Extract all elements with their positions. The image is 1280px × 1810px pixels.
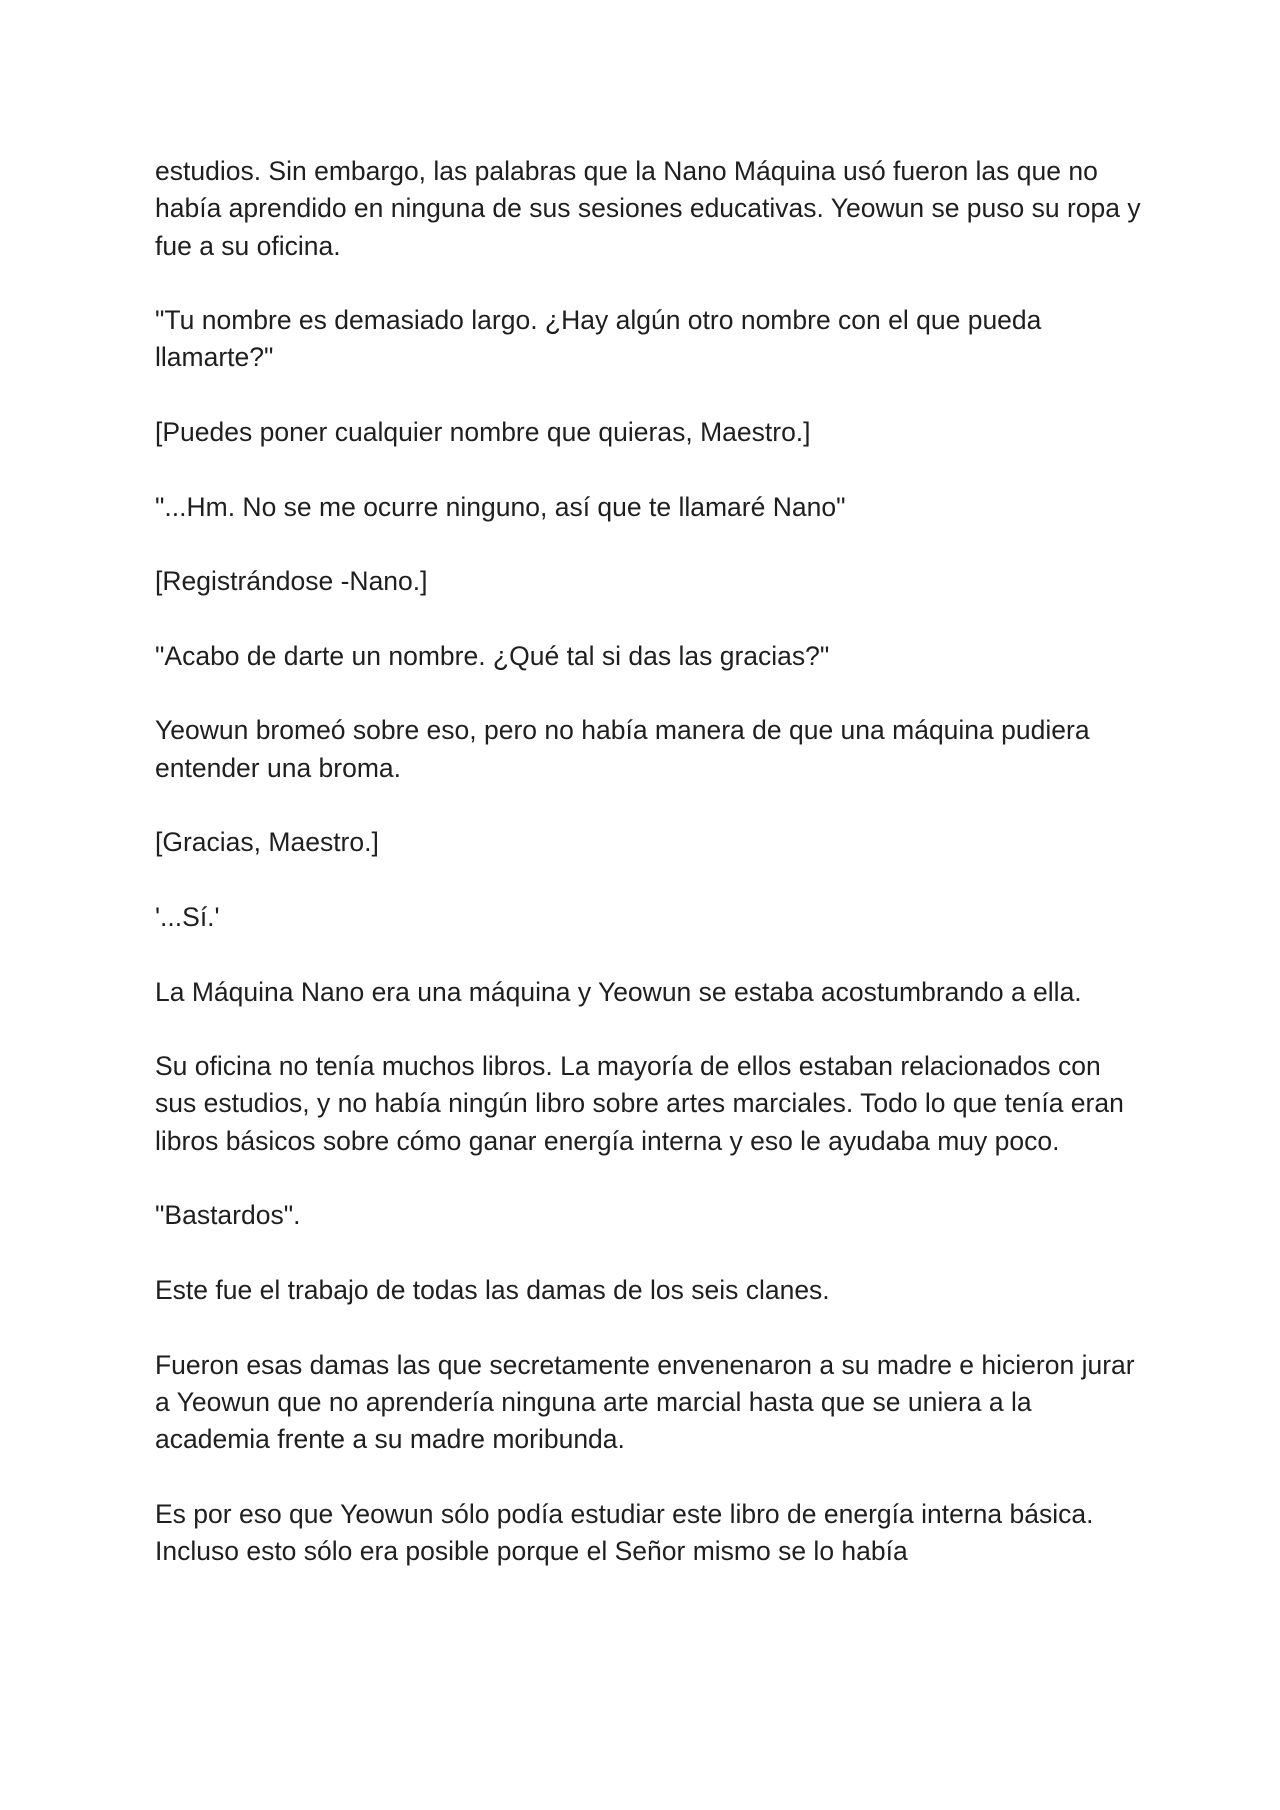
paragraph-15: Es por eso que Yeowun sólo podía estudiar este libro de energía interna básica. Incluso esto sólo era posible porque el Señor mismo se lo había [155, 1498, 1094, 1566]
paragraph-9: '...Sí.' [155, 901, 220, 932]
paragraph-7: Yeowun bromeó sobre eso, pero no había manera de que una máquina pudiera entender una broma. [155, 715, 1090, 783]
paragraph-5: [Registrándose -Nano.] [155, 566, 428, 597]
paragraph-10: La Máquina Nano era una máquina y Yeowun se estaba acostumbrando a ella. [155, 976, 1082, 1007]
document-body [155, 153, 1145, 1608]
paragraph-4: "...Hm. No se me ocurre ninguno, así que te llamaré Nano" [155, 491, 846, 522]
paragraph-8: [Gracias, Maestro.] [155, 827, 379, 858]
paragraph-3: [Puedes poner cualquier nombre que quieras, Maestro.] [155, 417, 811, 448]
paragraph-13: Este fue el trabajo de todas las damas de los seis clanes. [155, 1274, 830, 1305]
paragraph-1: estudios. Sin embargo, las palabras que la Nano Máquina usó fueron las que no había aprendido en ninguna de sus sesiones educativas. Yeowun se puso su ropa y fue a su oficina. [155, 156, 1141, 261]
paragraph-2: "Tu nombre es demasiado largo. ¿Hay algún otro nombre con el que pueda llamarte?" [155, 305, 1042, 373]
paragraph-6: "Acabo de darte un nombre. ¿Qué tal si das las gracias?" [155, 640, 830, 671]
paragraph-14: Fueron esas damas las que secretamente envenenaron a su madre e hicieron jurar a Yeowun que no aprendería ninguna arte marcial hasta que se uniera a la academia frente a su madre moribunda. [155, 1349, 1135, 1455]
paragraph-11: Su oficina no tenía muchos libros. La mayoría de ellos estaban relacionados con sus estudios, y no había ningún libro sobre artes marciales. Todo lo que tenía eran libros básicos sobre cómo ganar energía interna y eso le ayudaba muy poco. [155, 1051, 1124, 1156]
paragraph-12: "Bastardos". [155, 1200, 301, 1231]
